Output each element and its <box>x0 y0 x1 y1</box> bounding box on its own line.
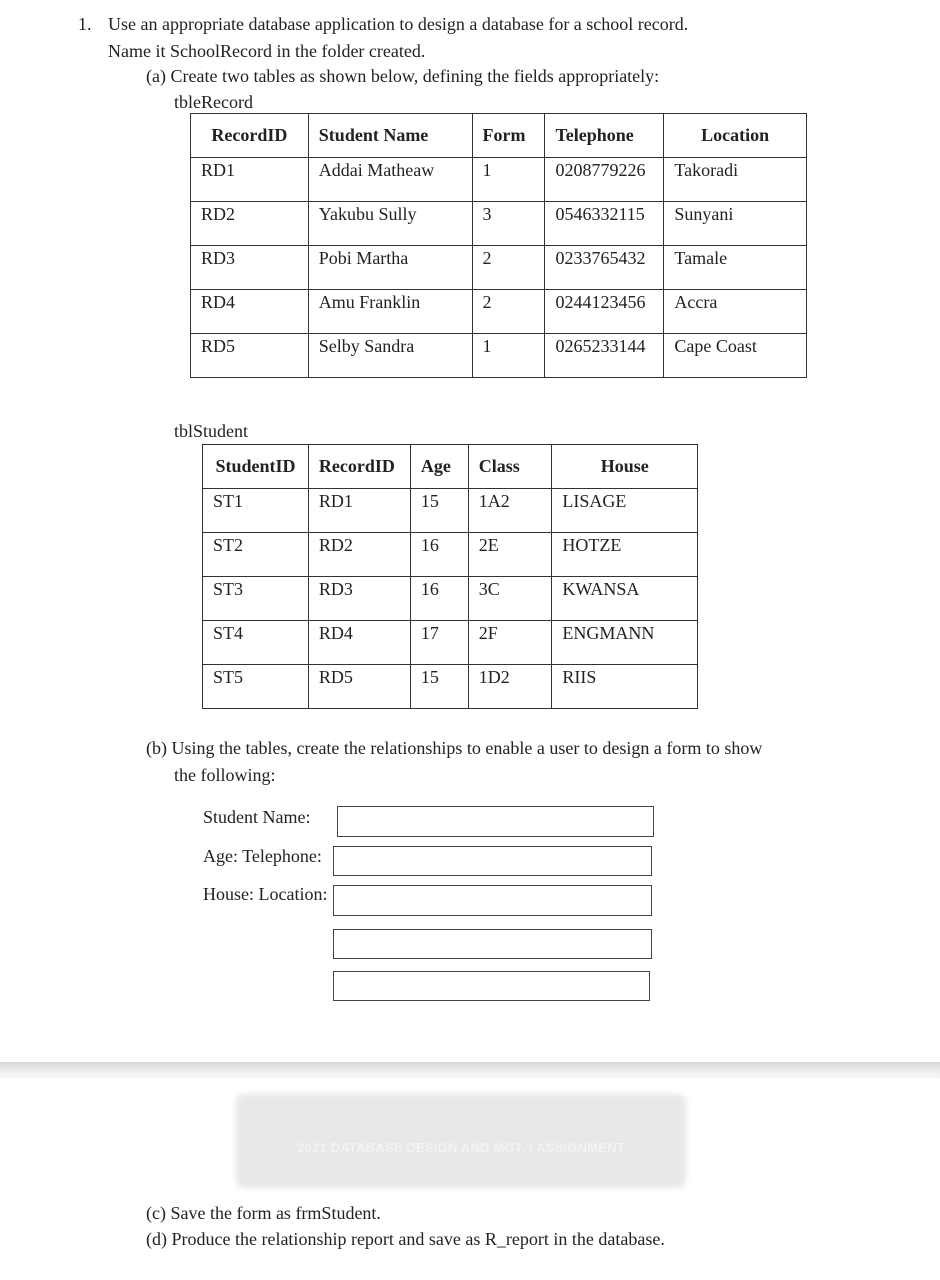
table-row <box>203 489 698 533</box>
table-row <box>191 246 807 290</box>
table-row <box>191 202 807 246</box>
table-cell: 1 <box>472 334 545 378</box>
table-cell: RD1 <box>191 158 309 202</box>
part-b-line-1: (b) Using the tables, create the relationships to enable a user to design a form to show <box>146 738 763 758</box>
table-cell: RD3 <box>308 577 410 621</box>
column-header: RecordID <box>191 114 309 158</box>
column-header: Location <box>664 114 807 158</box>
table-row <box>191 158 807 202</box>
column-header: Form <box>472 114 545 158</box>
table-cell: Takoradi <box>664 158 807 202</box>
table-cell: ST4 <box>203 621 309 665</box>
table-cell: RD5 <box>308 665 410 709</box>
table-cell: 2 <box>472 246 545 290</box>
table-cell: KWANSA <box>552 577 698 621</box>
table-record-name: tbleRecord <box>174 92 253 112</box>
table-cell: Tamale <box>664 246 807 290</box>
table-cell: Cape Coast <box>664 334 807 378</box>
table-record <box>190 113 807 378</box>
table-cell: RD1 <box>308 489 410 533</box>
column-header: Telephone <box>545 114 664 158</box>
age-telephone-label: Age: Telephone: <box>203 846 322 866</box>
table-cell: Pobi Martha <box>308 246 472 290</box>
table-cell: RD2 <box>308 533 410 577</box>
watermark-text: 2021 DATABASE DESIGN AND MGT. I ASSIGNMENT <box>297 1140 625 1155</box>
question-intro-line-2: Name it SchoolRecord in the folder created. <box>108 41 426 61</box>
table-cell: Selby Sandra <box>308 334 472 378</box>
question-number: 1. <box>78 14 92 34</box>
table-cell: RD4 <box>308 621 410 665</box>
table-cell: 0208779226 <box>545 158 664 202</box>
part-a-instruction: (a) Create two tables as shown below, defining the fields appropriately: <box>146 66 660 86</box>
table-cell: 16 <box>410 533 468 577</box>
page-divider <box>0 1062 940 1078</box>
table-cell: Yakubu Sully <box>308 202 472 246</box>
table-cell: Addai Matheaw <box>308 158 472 202</box>
table-cell: RD3 <box>191 246 309 290</box>
table-cell: RD5 <box>191 334 309 378</box>
table-row <box>203 665 698 709</box>
table-cell: 3C <box>468 577 552 621</box>
table-row <box>191 334 807 378</box>
table-cell: 2 <box>472 290 545 334</box>
table-cell: LISAGE <box>552 489 698 533</box>
table-student <box>202 444 698 709</box>
table-cell: 1A2 <box>468 489 552 533</box>
part-b-line-2: the following: <box>174 765 276 785</box>
house-location-field[interactable] <box>333 885 652 916</box>
column-header: Age <box>410 445 468 489</box>
table-cell: Accra <box>664 290 807 334</box>
table-cell: 16 <box>410 577 468 621</box>
table-header-row <box>191 114 807 158</box>
age-telephone-field[interactable] <box>333 846 652 876</box>
column-header: House <box>552 445 698 489</box>
table-cell: 2F <box>468 621 552 665</box>
table-cell: 3 <box>472 202 545 246</box>
extra-field-1[interactable] <box>333 929 652 959</box>
table-cell: ST2 <box>203 533 309 577</box>
table-student-name: tblStudent <box>174 421 249 441</box>
table-cell: RD4 <box>191 290 309 334</box>
table-row <box>191 290 807 334</box>
part-c-instruction: (c) Save the form as frmStudent. <box>146 1203 381 1223</box>
column-header: StudentID <box>203 445 309 489</box>
table-row <box>203 577 698 621</box>
table-cell: 17 <box>410 621 468 665</box>
table-cell: RIIS <box>552 665 698 709</box>
extra-field-2[interactable] <box>333 971 650 1001</box>
part-d-instruction: (d) Produce the relationship report and save as R_report in the database. <box>146 1229 665 1249</box>
house-location-label: House: Location: <box>203 884 328 904</box>
table-cell: Amu Franklin <box>308 290 472 334</box>
table-cell: 0233765432 <box>545 246 664 290</box>
column-header: Class <box>468 445 552 489</box>
table-cell: 0265233144 <box>545 334 664 378</box>
table-cell: ENGMANN <box>552 621 698 665</box>
question-intro-line-1: Use an appropriate database application to design a database for a school record. <box>108 14 689 34</box>
table-row <box>203 533 698 577</box>
table-header-row <box>203 445 698 489</box>
table-cell: ST5 <box>203 665 309 709</box>
column-header: RecordID <box>308 445 410 489</box>
table-row <box>203 621 698 665</box>
table-cell: ST1 <box>203 489 309 533</box>
table-cell: RD2 <box>191 202 309 246</box>
table-cell: 1 <box>472 158 545 202</box>
table-cell: Sunyani <box>664 202 807 246</box>
table-cell: ST3 <box>203 577 309 621</box>
table-cell: HOTZE <box>552 533 698 577</box>
table-cell: 15 <box>410 665 468 709</box>
table-cell: 0244123456 <box>545 290 664 334</box>
student-name-label: Student Name: <box>203 807 311 827</box>
table-cell: 15 <box>410 489 468 533</box>
table-cell: 0546332115 <box>545 202 664 246</box>
column-header: Student Name <box>308 114 472 158</box>
table-cell: 1D2 <box>468 665 552 709</box>
student-name-field[interactable] <box>337 806 654 837</box>
table-cell: 2E <box>468 533 552 577</box>
